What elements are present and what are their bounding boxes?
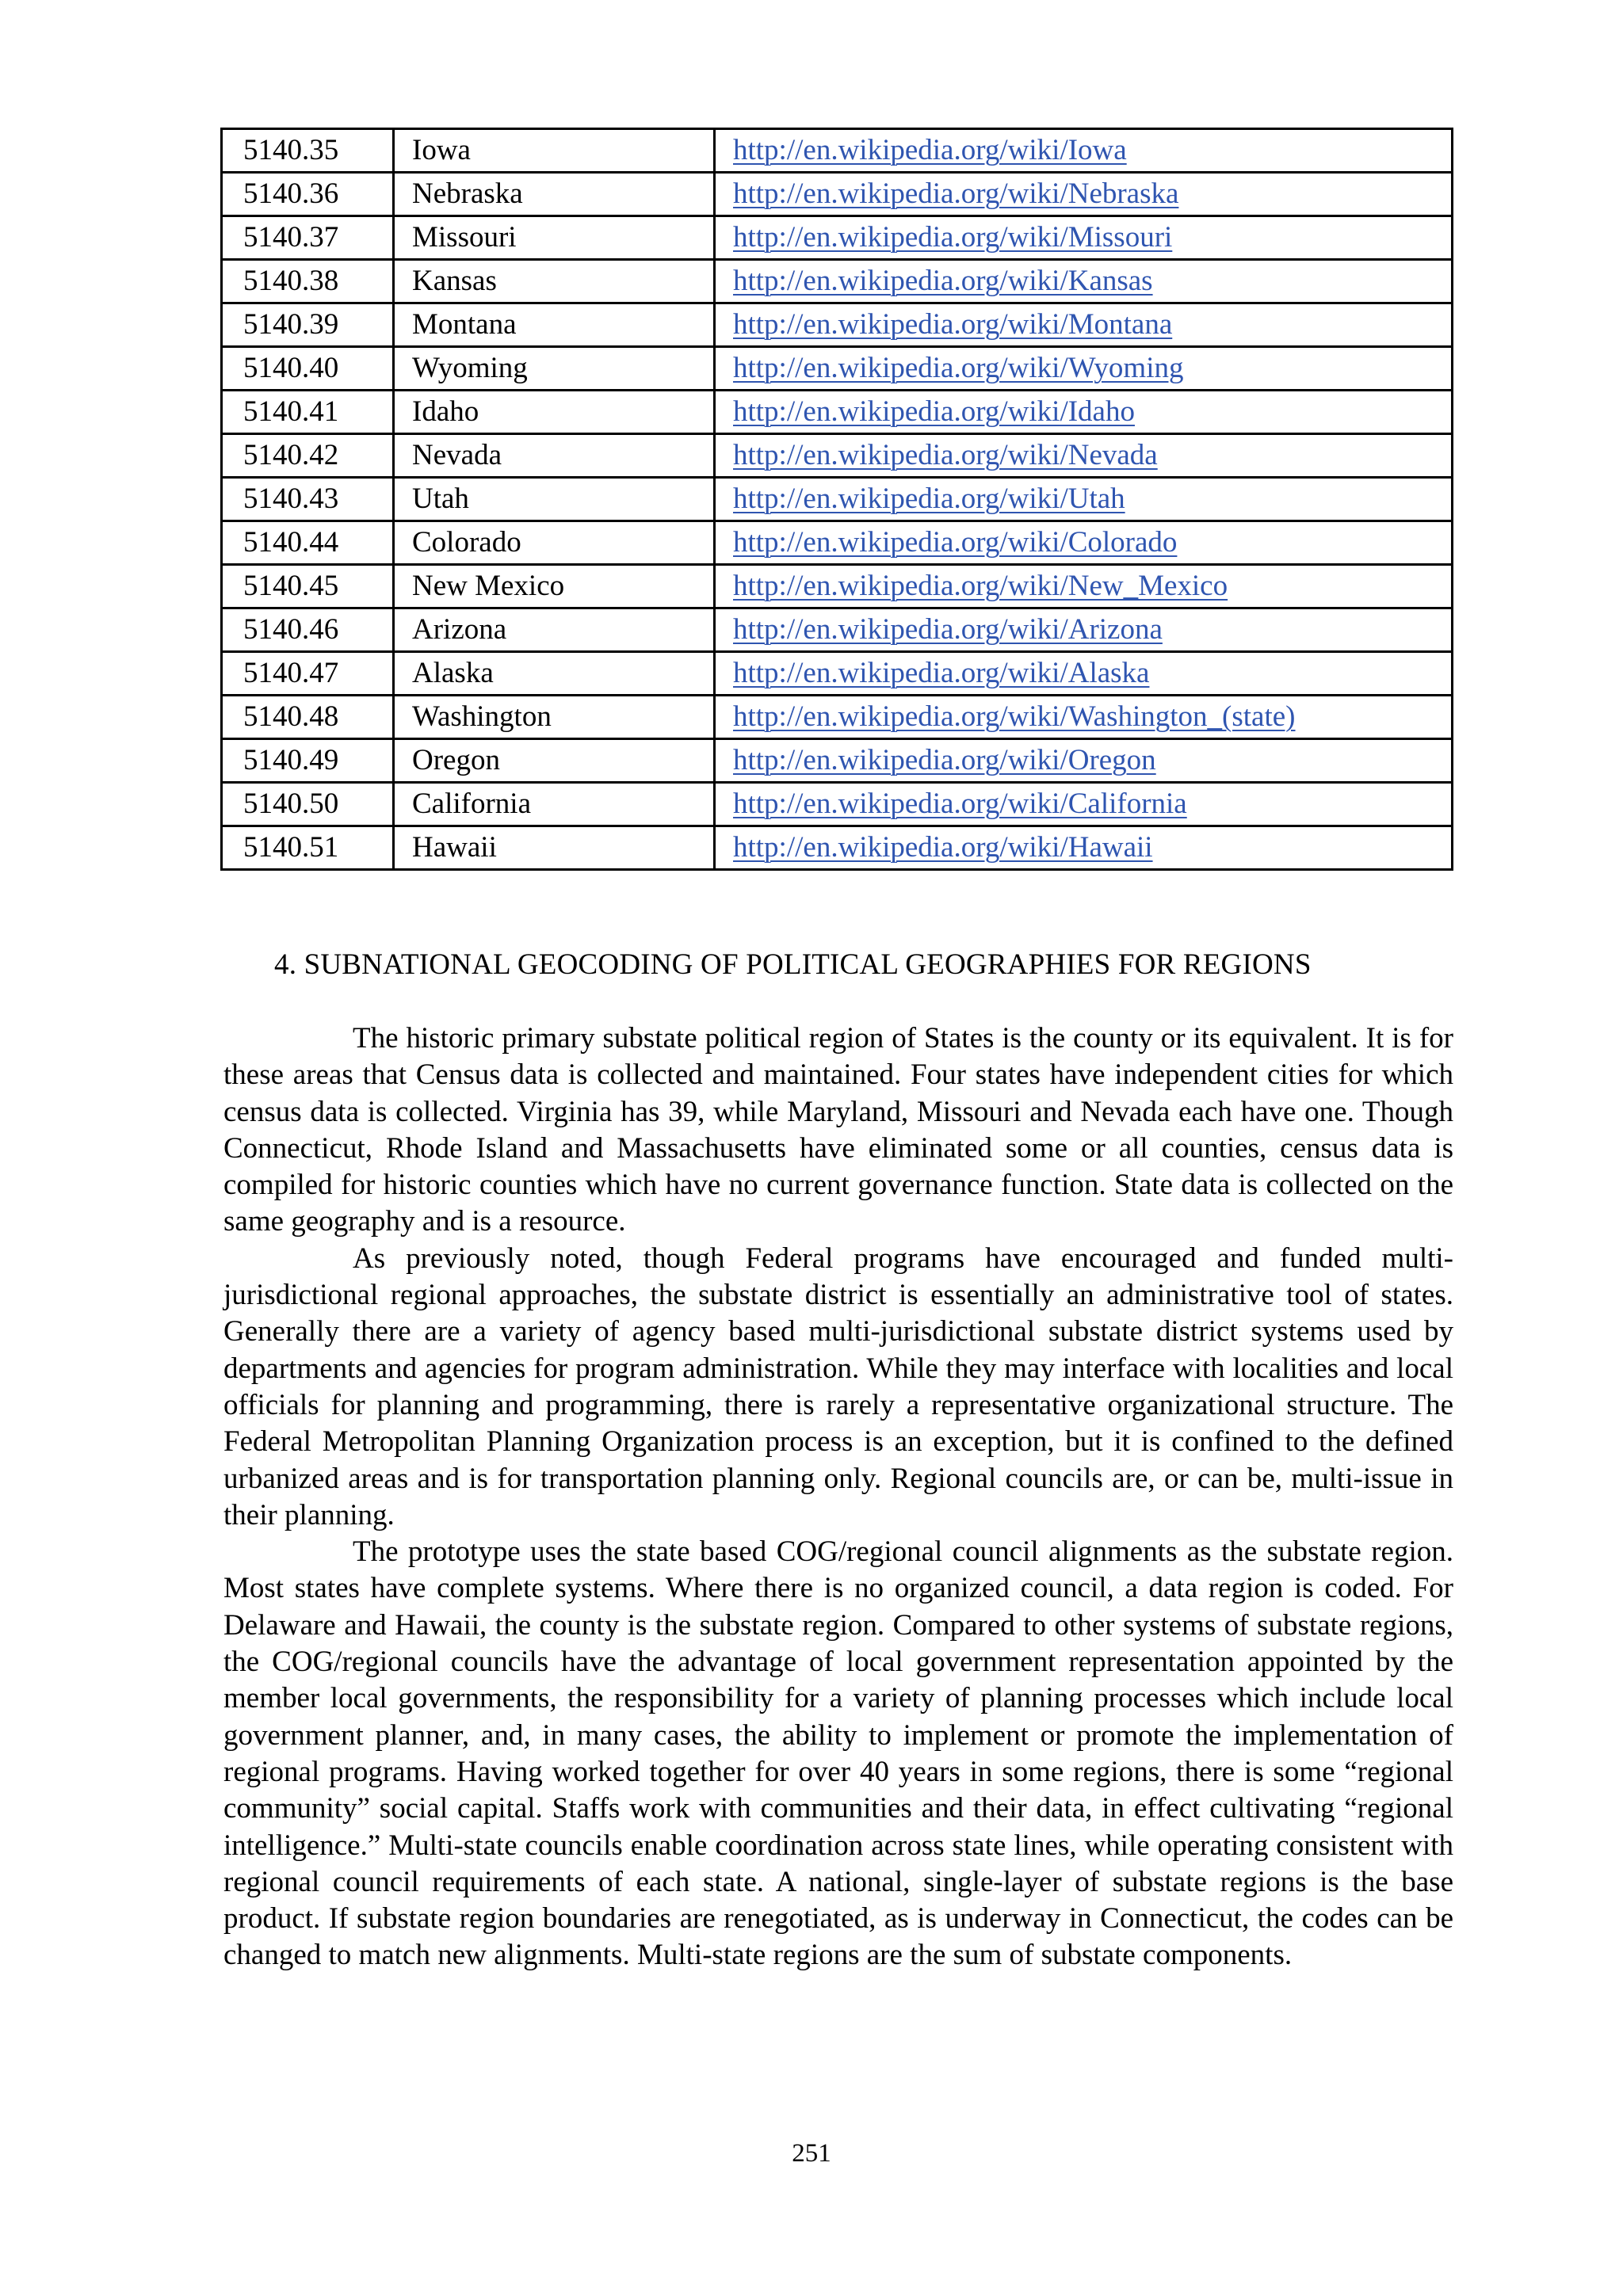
row-state-name: Arizona bbox=[394, 608, 715, 652]
wikipedia-link[interactable]: http://en.wikipedia.org/wiki/Idaho bbox=[733, 395, 1135, 428]
row-state-name: Alaska bbox=[394, 652, 715, 696]
table-row bbox=[222, 565, 1453, 608]
table-row bbox=[222, 783, 1453, 826]
row-state-name: Washington bbox=[394, 696, 715, 739]
paragraph: As previously noted, though Federal programs have encouraged and funded multi-jurisdictional regional approaches, the substate district is essentially an administrative tool of states. Generally there are a variety of agency based multi-jurisdictional substate district systems used by departments and agencies for program administration. While they may interface with localities and local officials for planning and programming, there is rarely a representative organizational structure. The Federal Metropolitan Planning Organization process is an exception, but it is confined to the defined urbanized areas and is for transportation planning only. Regional councils are, or can be, multi-issue in their planning. bbox=[223, 1241, 1453, 1531]
row-state-name: Colorado bbox=[394, 521, 715, 565]
row-state-name: Iowa bbox=[394, 129, 715, 173]
row-url-cell bbox=[715, 608, 1453, 652]
row-code: 5140.41 bbox=[222, 391, 394, 434]
row-code: 5140.44 bbox=[222, 521, 394, 565]
row-state-name: Montana bbox=[394, 303, 715, 347]
wikipedia-link[interactable]: http://en.wikipedia.org/wiki/Alaska bbox=[733, 657, 1150, 689]
row-state-name: New Mexico bbox=[394, 565, 715, 608]
row-url-cell bbox=[715, 652, 1453, 696]
table-row bbox=[222, 696, 1453, 739]
table-row bbox=[222, 173, 1453, 216]
table-row bbox=[222, 347, 1453, 391]
table-row bbox=[222, 303, 1453, 347]
table-row bbox=[222, 391, 1453, 434]
row-url-cell bbox=[715, 565, 1453, 608]
row-code: 5140.39 bbox=[222, 303, 394, 347]
row-url-cell bbox=[715, 173, 1453, 216]
wikipedia-link[interactable]: http://en.wikipedia.org/wiki/Utah bbox=[733, 482, 1125, 515]
table-row bbox=[222, 826, 1453, 870]
wikipedia-link[interactable]: http://en.wikipedia.org/wiki/Hawaii bbox=[733, 831, 1153, 864]
row-code: 5140.40 bbox=[222, 347, 394, 391]
row-url-cell bbox=[715, 216, 1453, 260]
row-code: 5140.46 bbox=[222, 608, 394, 652]
row-code: 5140.50 bbox=[222, 783, 394, 826]
table-row bbox=[222, 216, 1453, 260]
wikipedia-link[interactable]: http://en.wikipedia.org/wiki/New_Mexico bbox=[733, 570, 1228, 602]
page-number: 251 bbox=[792, 2139, 831, 2168]
row-code: 5140.45 bbox=[222, 565, 394, 608]
row-url-cell bbox=[715, 739, 1453, 783]
table-row bbox=[222, 260, 1453, 303]
row-state-name: Utah bbox=[394, 478, 715, 521]
paragraph: The prototype uses the state based COG/regional council alignments as the substate region. Most states have complete systems. Where there is no organized council, a data region is coded. For Delaware and Hawaii, the county is the substate region. Compared to other systems of substate regions, the COG/regional councils have the advantage of local government representation appointed by the member local governments, the responsibility for a variety of planning processes which include local government planner, and, in many cases, the ability to implement or promote the implementation of regional programs. Having worked together for over 40 years in some regions, there is some “regional community” social capital. Staffs work with communities and their data, in effect cultivating “regional intelligence.” Multi-state councils enable coordination across state lines, while operating consistent with regional council requirements of each state. A national, single-layer of substate regions is the base product. If substate region boundaries are renegotiated, as is underway in Connecticut, the codes can be changed to match new alignments. Multi-state regions are the sum of substate components. bbox=[223, 1535, 1453, 1972]
row-url-cell bbox=[715, 521, 1453, 565]
state-links-table-body bbox=[222, 129, 1453, 870]
table-row bbox=[222, 478, 1453, 521]
row-state-name: Hawaii bbox=[394, 826, 715, 870]
wikipedia-link[interactable]: http://en.wikipedia.org/wiki/California bbox=[733, 788, 1187, 820]
row-state-name: Oregon bbox=[394, 739, 715, 783]
table-row bbox=[222, 739, 1453, 783]
row-url-cell bbox=[715, 391, 1453, 434]
row-url-cell bbox=[715, 434, 1453, 478]
row-state-name: Nevada bbox=[394, 434, 715, 478]
body-text bbox=[223, 1020, 1453, 1974]
row-url-cell bbox=[715, 347, 1453, 391]
wikipedia-link[interactable]: http://en.wikipedia.org/wiki/Washington_(state) bbox=[733, 700, 1296, 733]
row-code: 5140.36 bbox=[222, 173, 394, 216]
wikipedia-link[interactable]: http://en.wikipedia.org/wiki/Oregon bbox=[733, 744, 1156, 776]
state-links-table bbox=[220, 128, 1453, 871]
row-code: 5140.35 bbox=[222, 129, 394, 173]
row-url-cell bbox=[715, 129, 1453, 173]
row-state-name: Nebraska bbox=[394, 173, 715, 216]
wikipedia-link[interactable]: http://en.wikipedia.org/wiki/Missouri bbox=[733, 221, 1173, 254]
table-row bbox=[222, 652, 1453, 696]
wikipedia-link[interactable]: http://en.wikipedia.org/wiki/Nebraska bbox=[733, 177, 1179, 210]
row-url-cell bbox=[715, 783, 1453, 826]
row-code: 5140.37 bbox=[222, 216, 394, 260]
wikipedia-link[interactable]: http://en.wikipedia.org/wiki/Iowa bbox=[733, 134, 1127, 166]
row-code: 5140.48 bbox=[222, 696, 394, 739]
wikipedia-link[interactable]: http://en.wikipedia.org/wiki/Kansas bbox=[733, 265, 1153, 297]
row-code: 5140.42 bbox=[222, 434, 394, 478]
row-url-cell bbox=[715, 696, 1453, 739]
row-code: 5140.38 bbox=[222, 260, 394, 303]
row-url-cell bbox=[715, 826, 1453, 870]
row-code: 5140.51 bbox=[222, 826, 394, 870]
wikipedia-link[interactable]: http://en.wikipedia.org/wiki/Nevada bbox=[733, 439, 1158, 471]
row-code: 5140.43 bbox=[222, 478, 394, 521]
row-state-name: California bbox=[394, 783, 715, 826]
table-row bbox=[222, 608, 1453, 652]
wikipedia-link[interactable]: http://en.wikipedia.org/wiki/Arizona bbox=[733, 613, 1163, 646]
row-state-name: Wyoming bbox=[394, 347, 715, 391]
row-state-name: Missouri bbox=[394, 216, 715, 260]
table-row bbox=[222, 521, 1453, 565]
row-code: 5140.47 bbox=[222, 652, 394, 696]
row-url-cell bbox=[715, 478, 1453, 521]
wikipedia-link[interactable]: http://en.wikipedia.org/wiki/Montana bbox=[733, 308, 1173, 341]
paragraph: The historic primary substate political region of States is the county or its equivalent. It is for these areas that Census data is collected and maintained. Four states have independent cities for which census data is collected. Virginia has 39, while Maryland, Missouri and Nevada each have one. Though Connecticut, Rhode Island and Massachusetts have eliminated some or all counties, census data is compiled for historic counties which have no current governance function. State data is collected on the same geography and is a resource. bbox=[223, 1022, 1453, 1238]
row-url-cell bbox=[715, 260, 1453, 303]
wikipedia-link[interactable]: http://en.wikipedia.org/wiki/Wyoming bbox=[733, 352, 1184, 384]
row-code: 5140.49 bbox=[222, 739, 394, 783]
row-state-name: Idaho bbox=[394, 391, 715, 434]
wikipedia-link[interactable]: http://en.wikipedia.org/wiki/Colorado bbox=[733, 526, 1178, 559]
row-url-cell bbox=[715, 303, 1453, 347]
table-row bbox=[222, 434, 1453, 478]
section-heading: 4. SUBNATIONAL GEOCODING OF POLITICAL GEOGRAPHIES FOR REGIONS bbox=[274, 948, 1312, 981]
table-row bbox=[222, 129, 1453, 173]
row-state-name: Kansas bbox=[394, 260, 715, 303]
